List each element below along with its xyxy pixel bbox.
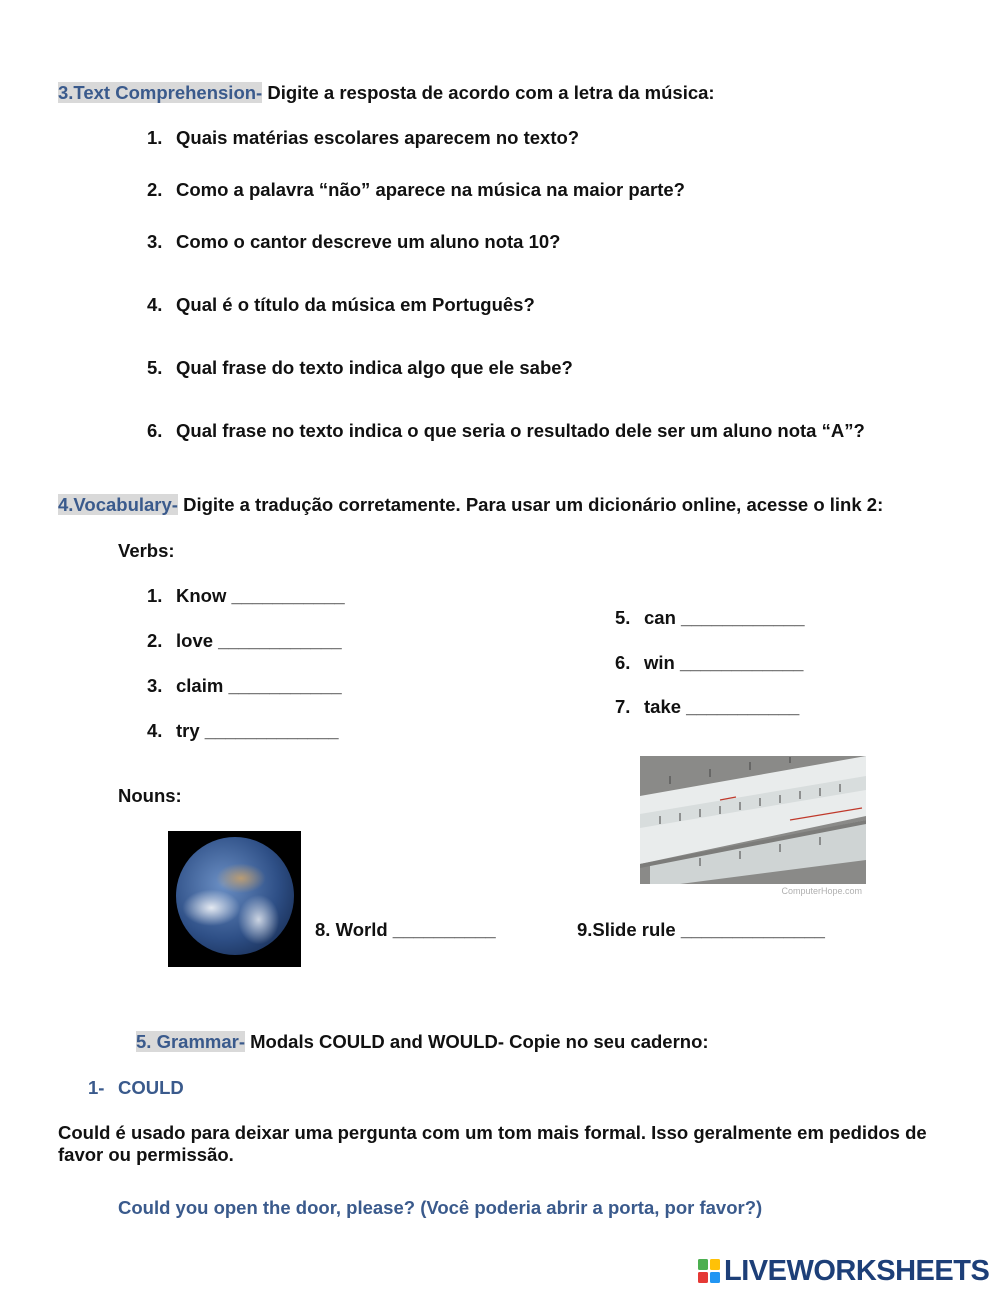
section3-heading <box>58 82 715 104</box>
verb-2 <box>147 630 342 652</box>
question-1 <box>147 127 579 149</box>
verb-text: claim ___________ <box>176 675 342 696</box>
verbs-heading: Verbs: <box>118 540 175 561</box>
section4-heading <box>58 494 883 516</box>
slide-rule-image <box>640 756 866 896</box>
sub-number: 1- <box>88 1077 105 1098</box>
noun-9: 9.Slide rule ______________ <box>577 919 825 940</box>
question-text: Como a palavra “não” aparece na música na maior parte? <box>176 179 685 200</box>
section5-heading <box>136 1031 709 1053</box>
verb-6 <box>615 652 803 674</box>
verb-text: win ____________ <box>644 652 804 673</box>
section4-label: 4.Vocabulary- <box>58 494 178 515</box>
question-number: 5. <box>147 357 163 378</box>
could-subheading <box>88 1077 184 1099</box>
verb-text: Know ___________ <box>176 585 345 606</box>
liveworksheets-logo <box>698 1255 998 1287</box>
question-number: 6. <box>147 420 163 441</box>
question-number: 2. <box>147 179 163 200</box>
could-example: Could you open the door, please? (Você poderia abrir a porta, por favor?) <box>118 1197 763 1218</box>
question-3 <box>147 231 560 253</box>
verb-number: 1. <box>147 585 163 606</box>
section3-instruction: Digite a resposta de acordo com a letra da música: <box>262 82 715 103</box>
slide-rule-icon <box>640 756 866 884</box>
verb-5 <box>615 607 804 629</box>
noun-8: 8. World __________ <box>315 919 496 940</box>
globe-icon <box>176 837 294 955</box>
verb-text: can ____________ <box>644 607 805 628</box>
verb-number: 7. <box>615 696 631 717</box>
sub-heading: COULD <box>118 1077 184 1098</box>
question-text: Qual é o título da música em Português? <box>176 294 535 315</box>
verb-1 <box>147 585 345 607</box>
logo-text: LIVEWORKSHEETS <box>724 1255 990 1287</box>
verb-number: 6. <box>615 652 631 673</box>
section4-instruction: Digite a tradução corretamente. Para usar um dicionário online, acesse o link 2: <box>177 494 884 515</box>
section3-label: 3.Text Comprehension- <box>58 82 263 103</box>
section5-label: 5. Grammar- <box>136 1031 245 1052</box>
earth-image <box>168 831 301 967</box>
question-5 <box>147 357 573 379</box>
nouns-heading: Nouns: <box>118 785 182 806</box>
verb-number: 5. <box>615 607 631 628</box>
could-explanation: Could é usado para deixar uma pergunta com um tom mais formal. Isso geralmente em pedidos de favor ou permissão. <box>58 1122 927 1165</box>
verb-text: love ____________ <box>176 630 342 651</box>
question-text: Como o cantor descreve um aluno nota 10? <box>176 231 561 252</box>
question-text: Quais matérias escolares aparecem no texto? <box>176 127 580 148</box>
question-text: Qual frase do texto indica algo que ele sabe? <box>176 357 573 378</box>
question-number: 4. <box>147 294 163 315</box>
section5-instruction: Modals COULD and WOULD- Copie no seu caderno: <box>245 1031 709 1052</box>
verb-number: 2. <box>147 630 163 651</box>
verb-4 <box>147 720 339 742</box>
question-number: 3. <box>147 231 163 252</box>
question-6 <box>147 420 865 442</box>
verb-number: 3. <box>147 675 163 696</box>
logo-blocks-icon <box>698 1259 720 1283</box>
verb-text: try _____________ <box>176 720 339 741</box>
verb-7 <box>615 696 799 718</box>
image-caption: ComputerHope.com <box>781 886 862 896</box>
verb-text: take ___________ <box>644 696 800 717</box>
verb-number: 4. <box>147 720 163 741</box>
question-number: 1. <box>147 127 163 148</box>
question-4 <box>147 294 535 316</box>
question-text: Qual frase no texto indica o que seria o resultado dele ser um aluno nota “A”? <box>176 420 865 441</box>
question-2 <box>147 179 685 201</box>
verb-3 <box>147 675 342 697</box>
